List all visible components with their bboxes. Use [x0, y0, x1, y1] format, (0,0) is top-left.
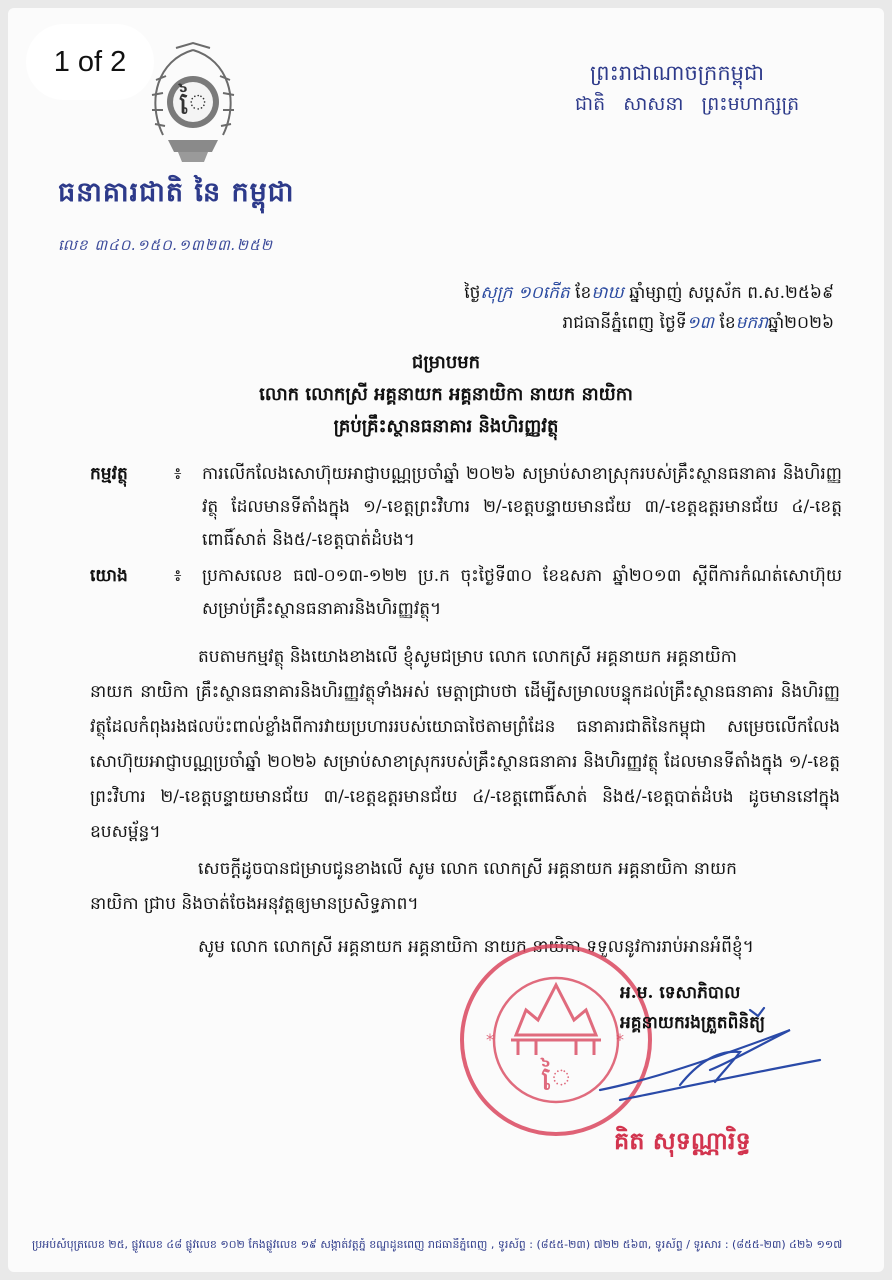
handwritten-month: មករា	[735, 313, 768, 333]
kingdom-title: ព្រះរាជាណាចក្រកម្ពុជា	[590, 61, 765, 85]
reference-text: ប្រកាសលេខ ធ៧-០១៣-១២២ ប្រ.ក ចុះថ្ងៃទី៣០ ខែឧសភា ឆ្នាំ២០១៣ ស្តីពីការកំណត់សោហ៊ុយសម្រាប់គ្រឹះស្ថានធនាគារនិងហិរញ្ញវត្ថុ។	[202, 566, 842, 619]
bank-name: ធនាគារជាតិ នៃ កម្ពុជា	[58, 177, 295, 208]
salutation: ជម្រាបមក	[411, 352, 481, 373]
signatory-position: អគ្គនាយករងត្រួតពិនិត្យ	[620, 1013, 766, 1033]
page-counter-badge: 1 of 2	[26, 24, 154, 100]
addressee-line: លោក លោកស្រី អគ្គនាយក អគ្គនាយិកា នាយក នាយិកា	[259, 384, 633, 405]
national-motto: ជាតិ សាសនា ព្រះមហាក្សត្រ	[575, 93, 800, 115]
body-paragraph-2: សេចក្តីដូចបានជម្រាបជូនខាងលើ សូម លោក លោកស្រី អគ្គនាយក អគ្គនាយិកា នាយក	[198, 859, 737, 879]
body-paragraph-2-cont: នាយិកា ជ្រាប និងចាត់ចែងអនុវត្តឲ្យមានប្រសិទ្ធភាព។	[90, 894, 419, 914]
svg-text:*: *	[486, 1030, 494, 1049]
signatory-title: អ.ម. ទេសាភិបាល	[620, 983, 741, 1003]
paragraph-first-line: តបតាមកម្មវត្ថុ និងយោងខាងលើ ខ្ញុំសូមជម្រាប លោក លោកស្រី អគ្គនាយក អគ្គនាយិកា	[198, 647, 737, 667]
svg-text:ៃ: ៃ	[540, 1059, 572, 1099]
subject-text: ការលើកលែងសោហ៊ុយអាជ្ញាបណ្ណប្រចាំឆ្នាំ ២០២៦ សម្រាប់សាខាស្រុករបស់គ្រឹះស្ថានធនាគារ និងហិរញ្ញវត្ថុ ដែលមានទីតាំងក្នុង ១/-ខេត្តព្រះវិហារ ២/-ខេត្តបន្ទាយមានជ័យ ៣/-ខេត្តឧត្តរមានជ័យ ៤/-ខេត្តពោធិ៍សាត់ និង៥/-ខេត្តបាត់ដំបង។	[202, 464, 842, 550]
body-paragraph-1	[198, 640, 838, 675]
bank-logo-icon	[138, 40, 248, 170]
addressee-line: គ្រប់គ្រឹះស្ថានធនាគារ និងហិរញ្ញវត្ថុ	[333, 416, 559, 437]
signer-name: គិត សុទណ្ណារិទ្ធ	[614, 1126, 751, 1155]
reference-number: លេខ ៣៤០.១៥០.១៣២៣.២៥២	[58, 236, 273, 254]
handwritten-day: ១៣	[686, 313, 715, 333]
lunar-date-line: ថ្ងៃសុក្រ ១០កើត ខែមាឃ ឆ្នាំម្សាញ់ សប្តស័ក ព.ស.២៥៦៩	[464, 283, 834, 303]
handwritten-signature-icon	[590, 990, 830, 1110]
body-paragraph-1-cont: នាយក នាយិកា គ្រឹះស្ថានធនាគារនិងហិរញ្ញវត្ថុទាំងអស់ មេត្តាជ្រាបថា ដើម្បីសម្រាលបន្ទុកដល់គ្រឹះស្ថានធនាគារ និងហិរញ្ញវត្ថុដែលកំពុងរងផលប៉ះពាល់ខ្លាំងពីការវាយប្រហាររបស់យោធាថៃតាមព្រំដែន ធនាគារជាតិនៃកម្ពុជា សម្រេចលើកលែងសោហ៊ុយអាជ្ញាបណ្ណប្រចាំឆ្នាំ ២០២៦ សម្រាប់សាខាស្រុករបស់គ្រឹះស្ថានធនាគារ និងហិរញ្ញវត្ថុ ដែលមានទីតាំងក្នុង ១/-ខេត្តព្រះវិហារ ២/-ខេត្តបន្ទាយមានជ័យ ៣/-ខេត្តឧត្តរមានជ័យ ៤/-ខេត្តពោធិ៍សាត់ និង៥/-ខេត្តបាត់ដំបង ដូចមាននៅក្នុងឧបសម្ព័ន្ធ។	[90, 682, 840, 842]
reference-block: យោង ៖ ប្រកាសលេខ ធ៧-០១៣-១២២ ប្រ.ក ចុះថ្ងៃទី៣០ ខែឧសភា ឆ្នាំ២០១៣ ស្តីពីការកំណត់សោហ៊ុយសម្រាប់គ្រឹះស្ថានធនាគារនិងហិរញ្ញវត្ថុ។	[90, 560, 840, 630]
solar-date-line: រាជធានីភ្នំពេញ ថ្ងៃទី១៣ ខែមករាឆ្នាំ២០២៦	[562, 313, 834, 333]
handwritten-day: សុក្រ ១០កើត	[480, 283, 570, 303]
svg-text:ៃ: ៃ	[178, 84, 208, 122]
subject-block: កម្មវត្ថុ ៖ ការលើកលែងសោហ៊ុយអាជ្ញាបណ្ណប្រចាំឆ្នាំ ២០២៦ សម្រាប់សាខាស្រុករបស់គ្រឹះស្ថានធនាគារ និងហិរញ្ញវត្ថុ ដែលមានទីតាំងក្នុង ១/-ខេត្តព្រះវិហារ ២/-ខេត្តបន្ទាយមានជ័យ ៣/-ខេត្តឧត្តរមានជ័យ ៤/-ខេត្តពោធិ៍សាត់ និង៥/-ខេត្តបាត់ដំបង។	[90, 458, 840, 568]
footer-address: ប្រអប់សំបុត្រលេខ ២៥, ផ្លូវលេខ ៤៨ ផ្លូវលេខ ១០២ កែងផ្លូវលេខ ១៩ សង្កាត់វត្តភ្នំ ខណ្ឌដូនពេញ រាជធានីភ្នំពេញ , ទូរស័ព្ទ : (៨៥៥-២៣) ៧២២ ៥៦៣, ទូរស័ព្ទ / ទូរសារ : (៨៥៥-២៣) ៤២៦ ១១៧	[32, 1238, 843, 1251]
closing-paragraph: សូម លោក លោកស្រី អគ្គនាយក អគ្គនាយិកា នាយក នាយិកា ទទួលនូវការរាប់អានអំពីខ្ញុំ។	[198, 937, 754, 957]
reference-label: យោង	[90, 566, 128, 586]
handwritten-month: មាឃ	[591, 283, 624, 303]
svg-text:*: *	[616, 1030, 624, 1049]
subject-label: កម្មវត្ថុ	[90, 464, 128, 484]
